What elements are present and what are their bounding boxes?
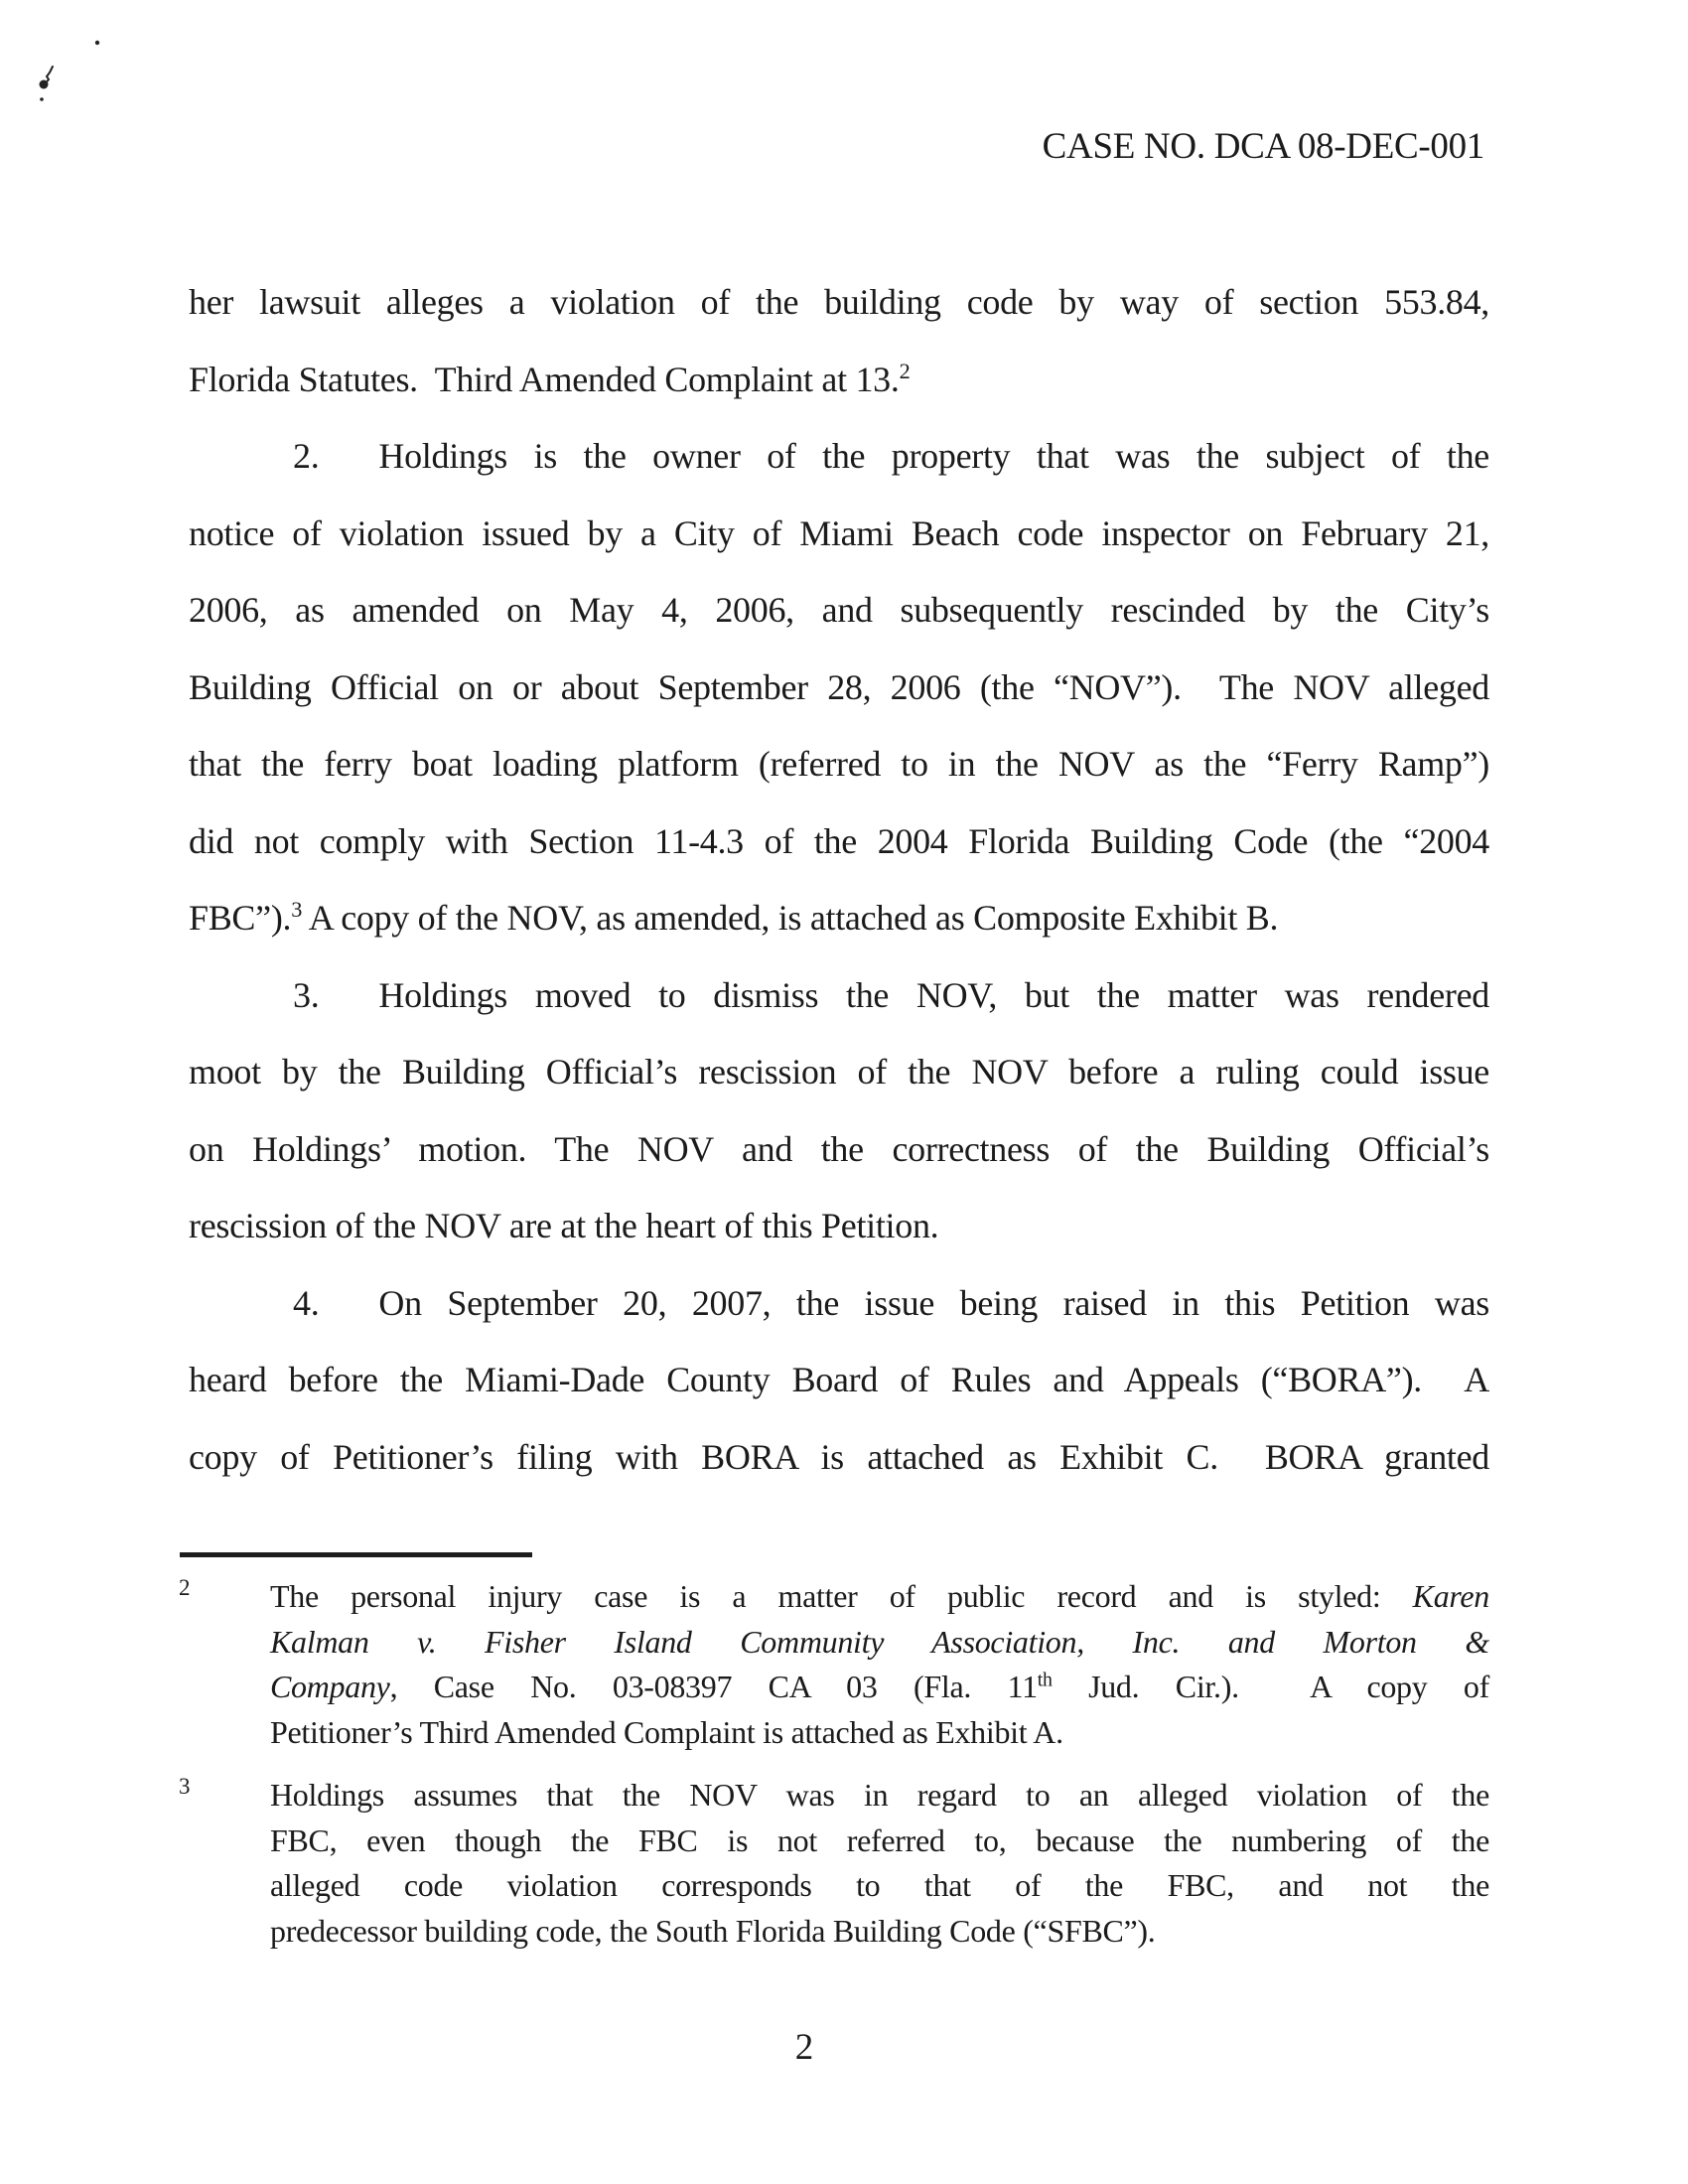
footnote-marker: 3: [179, 1774, 191, 1799]
text-line: [189, 1342, 1489, 1419]
text-line: [270, 1620, 1489, 1666]
page-number: 2: [794, 2027, 814, 2068]
text-line: [189, 650, 1489, 727]
text-segment: her lawsuit alleges a violation of the building code by way of section 553.84,: [189, 282, 1489, 322]
text-segment: Company: [270, 1669, 390, 1704]
text-line: [270, 1710, 1489, 1756]
text-line: [270, 1909, 1489, 1955]
text-segment: , Case No. 03-08397 CA 03 (Fla. 11: [389, 1669, 1038, 1704]
text-segment: 2: [899, 358, 911, 383]
text-segment: The personal injury case is a matter of public record and is styled:: [270, 1578, 1413, 1614]
text-segment: moot by the Building Official’s rescission of the NOV before a ruling could issue: [189, 1052, 1489, 1092]
text-line: [189, 1034, 1489, 1111]
text-line: [270, 1819, 1489, 1864]
footnote-3: [179, 1773, 1489, 1954]
text-line: [189, 264, 1489, 342]
indent-spacer: [189, 467, 293, 468]
text-segment: copy of Petitioner’s filing with BORA is attached as Exhibit C. BORA granted: [189, 1436, 1489, 1477]
text-line: [189, 1188, 1489, 1265]
text-segment: heard before the Miami-Dade County Board of Rules and Appeals (“BORA”). A: [189, 1360, 1489, 1399]
text-line: [189, 1265, 1489, 1343]
text-segment: Holdings moved to dismiss the NOV, but the matter was rendered: [378, 974, 1489, 1015]
text-line: [189, 726, 1489, 803]
footnote-marker: 2: [179, 1575, 191, 1600]
indent-spacer: [189, 1314, 293, 1315]
text-segment: FBC”).: [189, 898, 292, 938]
text-line: [189, 803, 1489, 881]
paragraph-3: [189, 957, 1489, 1265]
tab-spacer: [319, 467, 378, 468]
text-segment: On September 20, 2007, the issue being raised in this Petition was: [378, 1282, 1489, 1323]
case-number: CASE NO. DCA 08-DEC-001: [1042, 126, 1484, 167]
text-segment: did not comply with Section 11-4.3 of the 2004 Florida Building Code (the “2004: [189, 820, 1489, 861]
text-line: [270, 1665, 1489, 1710]
text-line: [189, 880, 1489, 957]
pen-mark: [0, 0, 129, 119]
text-segment: 4.: [293, 1282, 320, 1323]
text-segment: Holdings assumes that the NOV was in regard to an alleged violation of the: [270, 1777, 1489, 1813]
text-line: [189, 496, 1489, 573]
text-segment: that the ferry boat loading platform (referred to in the NOV as the “Ferry Ramp”): [189, 744, 1489, 784]
tab-spacer: [319, 1006, 378, 1007]
document-body: [189, 264, 1489, 1496]
tab-spacer: [319, 1314, 378, 1315]
text-segment: 3: [291, 897, 303, 922]
paragraph-4: [189, 1265, 1489, 1497]
text-segment: Building Official on or about September 28, 2006 (the “NOV”). The NOV alleged: [189, 666, 1489, 707]
footnote-separator: [180, 1552, 532, 1557]
text-line: [189, 1111, 1489, 1189]
text-line: [189, 342, 1489, 419]
text-segment: notice of violation issued by a City of Miami Beach code inspector on February 21,: [189, 512, 1489, 553]
text-segment: on Holdings’ motion. The NOV and the correctness of the Building Official’s: [189, 1128, 1489, 1169]
footnote-text: [270, 1773, 1489, 1954]
text-segment: Holdings is the owner of the property that was the subject of the: [378, 436, 1489, 476]
text-line: [270, 1574, 1489, 1620]
text-segment: rescission of the NOV are at the heart of this Petition.: [189, 1206, 939, 1245]
text-line: [189, 418, 1489, 496]
text-segment: 2.: [293, 436, 320, 476]
text-segment: FBC, even though the FBC is not referred to, because the numbering of the: [270, 1821, 1489, 1858]
text-line: [189, 1419, 1489, 1497]
text-line: [189, 572, 1489, 650]
text-segment: A copy of the NOV, as amended, is attached as Composite Exhibit B.: [302, 898, 1279, 938]
footnote-text: [270, 1574, 1489, 1755]
text-segment: alleged code violation corresponds to that of the FBC, and not the: [270, 1867, 1489, 1903]
text-segment: Jud. Cir.). A copy of: [1052, 1669, 1489, 1704]
text-segment: Karen: [1412, 1578, 1489, 1614]
text-segment: Petitioner’s Third Amended Complaint is attached as Exhibit A.: [270, 1713, 1063, 1750]
text-segment: 3.: [293, 974, 320, 1015]
text-segment: Florida Statutes. Third Amended Complaint at 13.: [189, 359, 900, 399]
paragraph-2: [189, 418, 1489, 957]
text-segment: 2006, as amended on May 4, 2006, and subsequently rescinded by the City’s: [189, 590, 1489, 630]
indent-spacer: [189, 1006, 293, 1007]
text-segment: predecessor building code, the South Florida Building Code (“SFBC”).: [270, 1912, 1156, 1949]
text-line: [270, 1863, 1489, 1909]
text-segment: Kalman v. Fisher Island Community Association, Inc. and Morton &: [270, 1623, 1489, 1660]
footnotes: [179, 1574, 1489, 1954]
paragraph-1: [189, 264, 1489, 418]
text-line: [270, 1773, 1489, 1819]
footnote-2: [179, 1574, 1489, 1755]
text-line: [189, 957, 1489, 1035]
text-segment: th: [1037, 1669, 1053, 1691]
